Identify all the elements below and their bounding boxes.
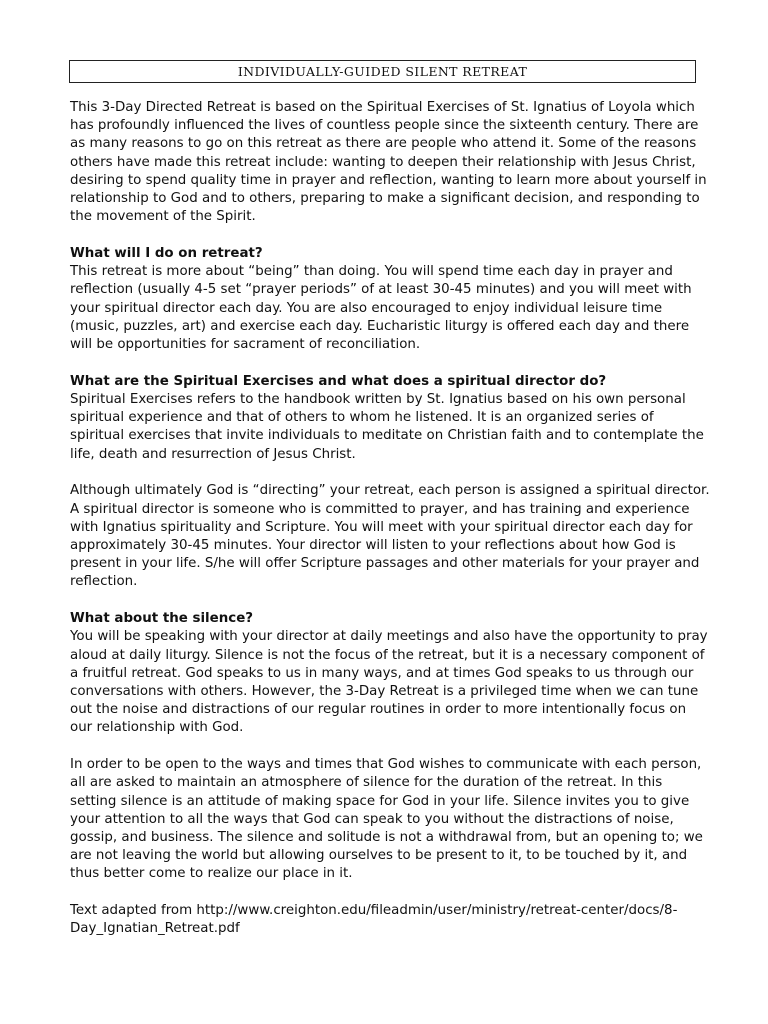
document-title: INDIVIDUALLY-GUIDED SILENT RETREAT	[69, 60, 696, 83]
section-silence	[70, 610, 710, 737]
section-question: What are the Spiritual Exercises and what does a spiritual director do?	[70, 373, 607, 389]
section-question: What will I do on retreat?	[70, 246, 263, 262]
source-attribution: Text adapted from http://www.creighton.edu/fileadmin/user/ministry/retreat-center/docs/8-Day_Ignatian_Retreat.pdf	[70, 903, 678, 937]
section-followup-paragraph: Although ultimately God is “directing” your retreat, each person is assigned a spiritual director. A spiritual director is someone who is committed to prayer, and has training and experience with Ignatius spirituality and Scripture. You will meet with your spiritual director each day for approximately 30-45 minutes. Your director will listen to your reflections about how God is present in your life. S/he will offer Scripture passages and other materials for your prayer and reflection.	[70, 483, 710, 590]
section-question: What about the silence?	[70, 611, 254, 627]
section-answer: You will be speaking with your director at daily meetings and also have the opportunity to pray aloud at daily liturgy. Silence is not the focus of the retreat, but it is a necessary component of a fruitful retreat. God speaks to us in many ways, and at times God speaks to us through our conversations with others. However, the 3-Day Retreat is a privileged time when we can tune out the noise and distractions of our regular routines in order to more intentionally focus on our relationship with God.	[70, 629, 708, 736]
section-answer: Spiritual Exercises refers to the handbook written by St. Ignatius based on his own personal spiritual experience and that of others to whom he listened. It is an organized series of spiritual exercises that invite individuals to meditate on Christian faith and to contemplate the life, death and resurrection of Jesus Christ.	[70, 392, 704, 462]
intro-paragraph: This 3-Day Directed Retreat is based on the Spiritual Exercises of St. Ignatius of Loyola which has profoundly influenced the lives of countless people since the sixteenth century. There are as many reasons to go on this retreat as there are people who attend it. Some of the reasons others have made this retreat include: wanting to deepen their relationship with Jesus Christ, desiring to spend quality time in prayer and reflection, wanting to learn more about yourself in relationship to God and to others, preparing to make a significant decision, and responding to the movement of the Spirit.	[70, 100, 707, 225]
section-followup-paragraph: In order to be open to the ways and times that God wishes to communicate with each person, all are asked to maintain an atmosphere of silence for the duration of the retreat. In this setting silence is an attitude of making space for God in your life. Silence invites you to give your attention to all the ways that God can speak to you without the distractions of noise, gossip, and business. The silence and solitude is not a withdrawal from, but an opening to; we are not leaving the world but allowing ourselves to be present to it, to be touched by it, and thus better come to realize our place in it.	[70, 757, 703, 882]
document-body	[70, 99, 710, 957]
section-answer: This retreat is more about “being” than doing. You will spend time each day in prayer and reflection (usually 4-5 set “prayer periods” of at least 30-45 minutes) and you will meet with your spiritual director each day. You are also encouraged to enjoy individual leisure time (music, puzzles, art) and exercise each day. Eucharistic liturgy is offered each day and there will be opportunities for sacrament of reconciliation.	[70, 264, 692, 353]
section-do-on-retreat	[70, 245, 710, 354]
section-spiritual-exercises	[70, 373, 710, 464]
